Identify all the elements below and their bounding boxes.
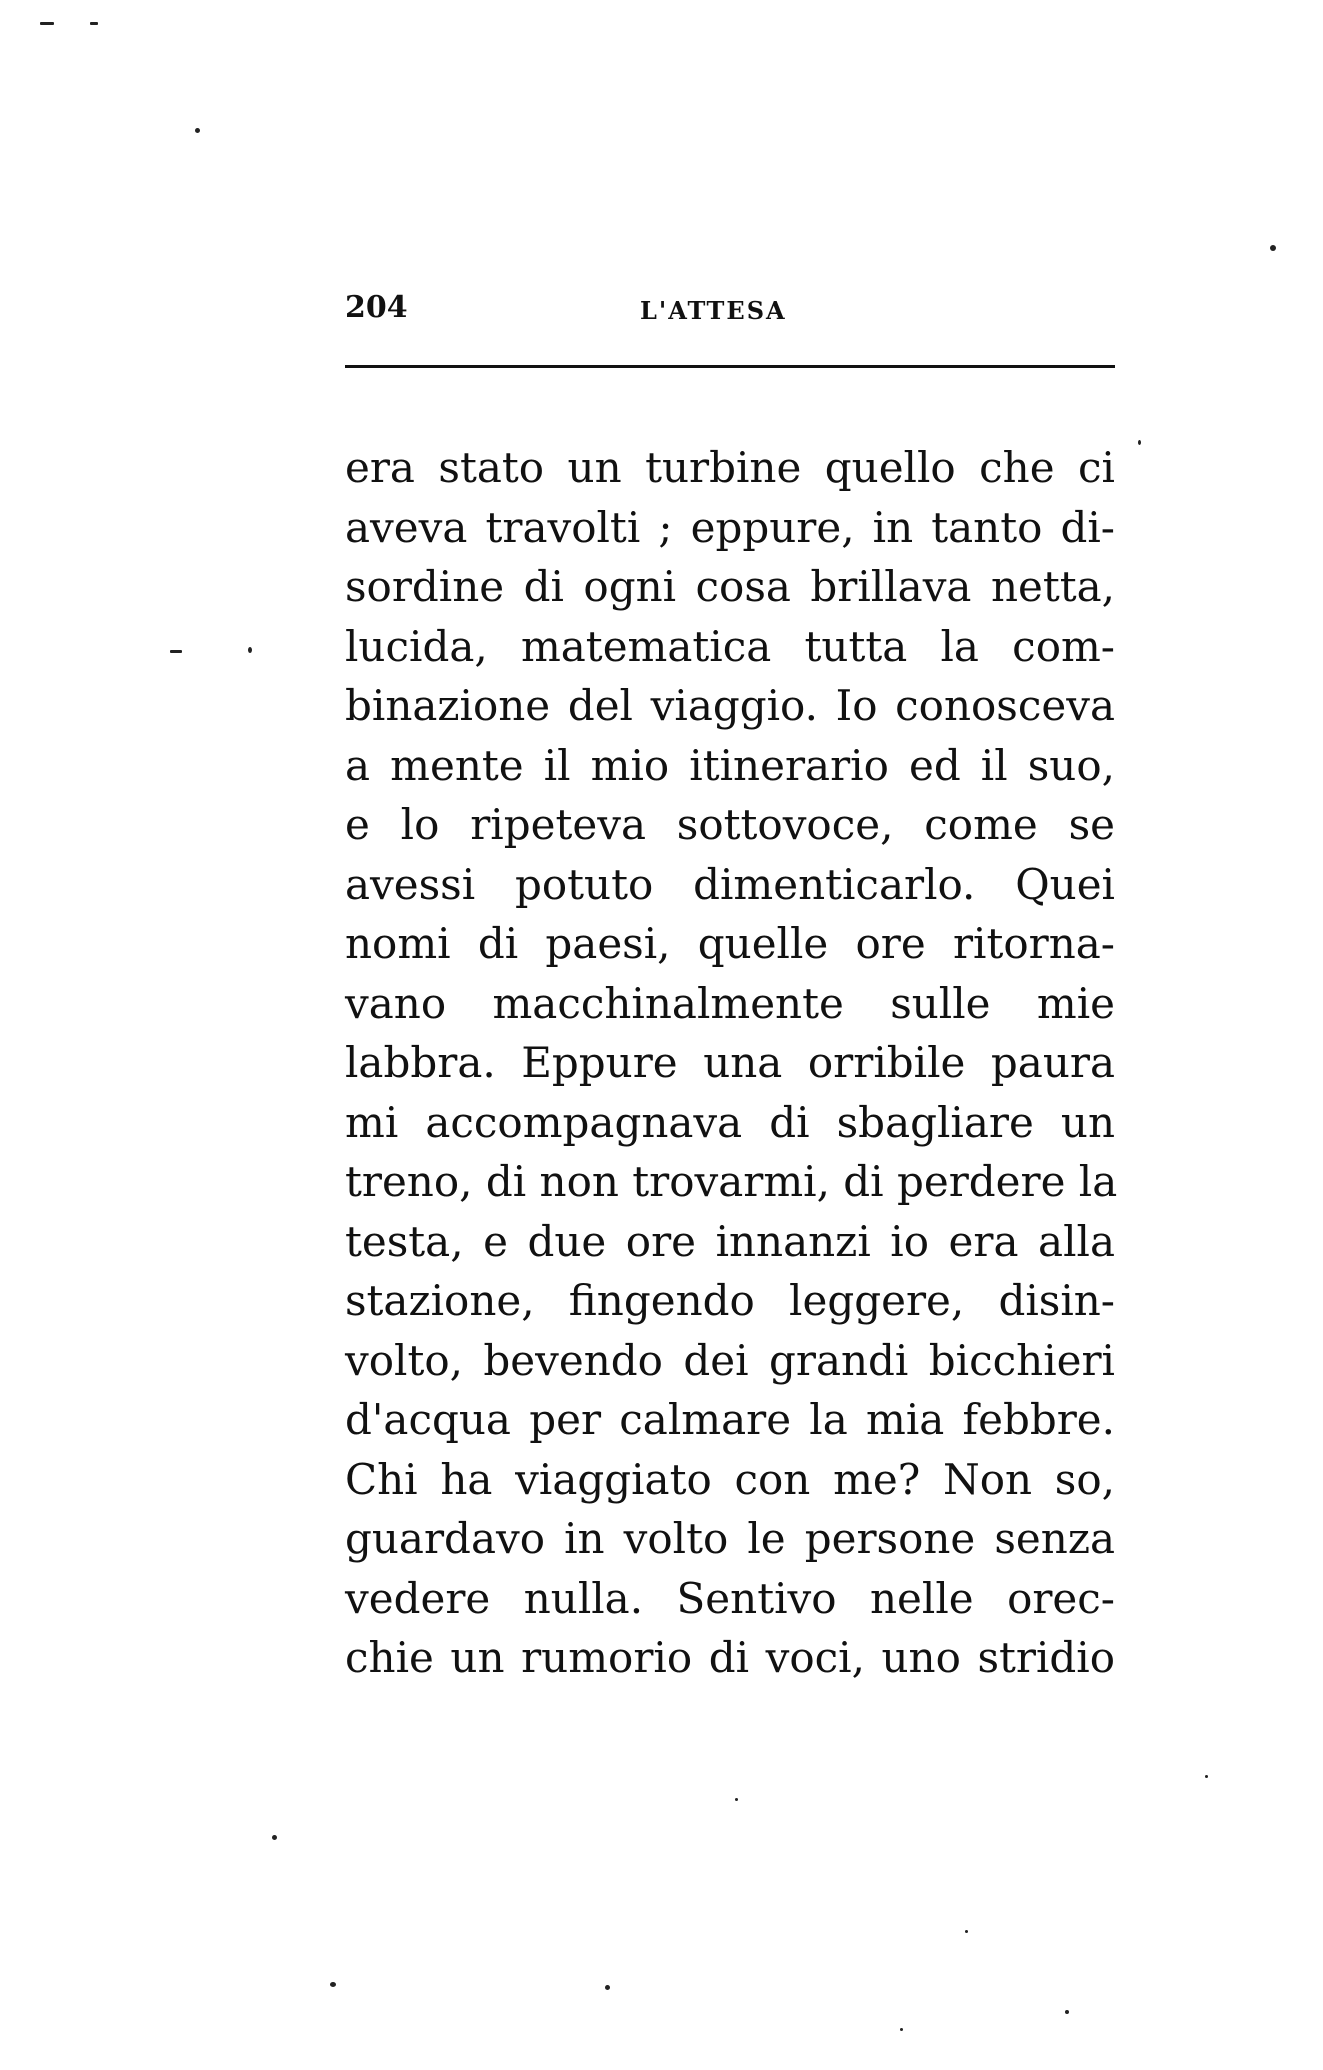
scan-speck [248,647,252,653]
text-line: chie un rumorio di voci, uno stridio [345,1633,1115,1682]
text-line: stazione, fingendo leggere, disin- [345,1276,1115,1325]
text-line: treno, di non trovarmi, di perdere la [345,1157,1118,1206]
header-rule [345,365,1115,368]
scan-speck [605,1985,610,1990]
text-line: mi accompagnava di sbagliare un [345,1097,1115,1147]
scan-speck [735,1798,738,1801]
text-line: sordine di ogni cosa brillava netta, [345,562,1115,611]
scan-speck [1205,1775,1208,1778]
text-line: nomi di paesi, quelle ore ritorna- [345,919,1115,968]
scan-speck [1138,440,1141,445]
text-line: avessi potuto dimenticarlo. Quei [345,859,1115,909]
text-line: binazione del viaggio. Io conosceva [345,681,1115,730]
text-line: Chi ha viaggiato con me? Non so, [345,1454,1115,1504]
text-line: a mente il mio itinerario ed il suo, [345,740,1115,790]
scan-speck [170,650,182,653]
scan-speck [195,128,200,133]
text-line: testa, e due ore innanzi io era alla [345,1216,1115,1266]
page-header [345,290,1115,340]
running-title: L'ATTESA [640,296,787,325]
text-line: aveva travolti ; eppure, in tanto di- [345,502,1115,552]
scan-speck [90,22,98,25]
text-line: e lo ripeteva sottovoce, come se [345,800,1115,849]
body-text [345,438,1118,1688]
text-line: era stato un turbine quello che ci [345,443,1115,492]
text-line: guardavo in volto le persone senza [345,1514,1115,1563]
scan-speck [1065,2010,1069,2014]
scan-speck [1270,245,1276,251]
scan-speck [272,1835,277,1840]
scan-speck [330,1982,336,1987]
text-line: labbra. Eppure una orribile paura [345,1038,1115,1087]
text-line: d'acqua per calmare la mia febbre. [345,1395,1115,1444]
scan-speck [965,1930,968,1933]
text-line: volto, bevendo dei grandi bicchieri [345,1335,1115,1385]
text-line: vano macchinalmente sulle mie [345,978,1115,1028]
scan-speck [40,22,54,25]
scan-speck [900,2028,903,2031]
page-number: 204 [345,290,408,325]
text-line: lucida, matematica tutta la com- [345,621,1115,671]
text-line: vedere nulla. Sentivo nelle orec- [345,1573,1115,1623]
